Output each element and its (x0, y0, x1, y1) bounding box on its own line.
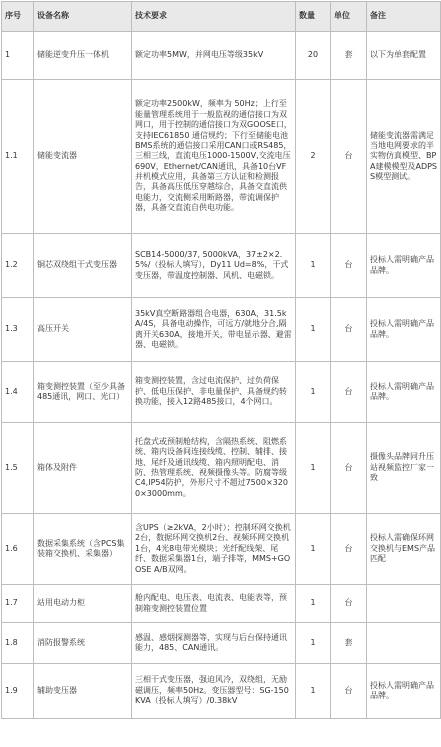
row-requirements: 额定功率2500kW，频率为 50Hz；上行至能量管理系统用于一般监视的通信接口为双网口，用于控制的通信接口为双GOOSE口，支持IEC61850 通信规约；下行至储能电池BMS系统的通信接口采用CAN口或RS485，三相三线，直流电压1000-1500V,交流电压690V，Ethernet/CAN通讯，具备10台VF并机模式应用，具备第三方认证和检测报告，具备高压低压穿越综合，具备交直流供电能力，交流侧采用断路器，带流调保护器，具备交直流自供电功能。 (132, 80, 296, 234)
row-remarks: 投标人需确保环网交换机与EMS产品匹配 (367, 514, 441, 585)
row-quantity: 1 (296, 585, 331, 623)
table-row (2, 362, 441, 423)
row-requirements: 35kV真空断路器组合电器，630A，31.5kA/4S，具备电动操作，可远方/就地分合,隔离开关630A，接地开关，带电显示器、避雷器、电磁锁。 (132, 298, 296, 362)
row-no: 1.5 (2, 423, 34, 514)
header-quantity: 数量 (296, 2, 331, 32)
row-name: 站用电动力柜 (34, 585, 132, 623)
row-name: 箱体及附件 (34, 423, 132, 514)
row-requirements: 舱内配电、电压表、电流表、电能表等，预制箱变测控装置位置 (132, 585, 296, 623)
row-remarks: 以下为单套配置 (367, 32, 441, 80)
row-no: 1.3 (2, 298, 34, 362)
row-unit: 套 (331, 623, 367, 664)
row-no: 1.9 (2, 664, 34, 719)
row-quantity: 1 (296, 664, 331, 719)
table-row (2, 423, 441, 514)
row-quantity: 1 (296, 623, 331, 664)
row-unit: 台 (331, 423, 367, 514)
row-no: 1.1 (2, 80, 34, 234)
row-name: 箱变测控装置（至少具备485通讯，网口、光口） (34, 362, 132, 423)
row-remarks: 储能变流器需满足当地电网要求的半实物仿真模型、BPA建模模型及ADPSS模型测试。 (367, 80, 441, 234)
table-row (2, 32, 441, 80)
row-unit: 台 (331, 80, 367, 234)
row-unit: 台 (331, 514, 367, 585)
header-requirements: 技术要求 (132, 2, 296, 32)
row-unit: 台 (331, 585, 367, 623)
row-quantity: 1 (296, 514, 331, 585)
table-row (2, 234, 441, 298)
row-no: 1.2 (2, 234, 34, 298)
row-requirements: 三相干式变压器，强迫风冷，双绕组，无励磁调压，频率50Hz。变压器型号：SG-150KVA（投标人填写）/0.38kV (132, 664, 296, 719)
row-quantity: 2 (296, 80, 331, 234)
row-remarks: 投标人需明确产品品牌。 (367, 664, 441, 719)
row-remarks (367, 585, 441, 623)
row-quantity: 1 (296, 234, 331, 298)
row-requirements: 箱变测控装置，含过电流保护、过负荷保护、低电压保护、非电量保护、具备规约转换功能，接入12路485接口，4个网口。 (132, 362, 296, 423)
row-no: 1.8 (2, 623, 34, 664)
row-no: 1.6 (2, 514, 34, 585)
row-name: 消防报警系统 (34, 623, 132, 664)
row-unit: 台 (331, 234, 367, 298)
row-name: 高压开关 (34, 298, 132, 362)
row-requirements: 额定功率5MW，并网电压等级35kV (132, 32, 296, 80)
table-header-row (2, 2, 441, 32)
row-remarks: 投标人需明确产品品牌。 (367, 298, 441, 362)
row-remarks (367, 623, 441, 664)
header-remarks: 备注 (367, 2, 441, 32)
row-unit: 台 (331, 362, 367, 423)
row-no: 1.7 (2, 585, 34, 623)
row-requirements: 托盘式或预制舱结构，含隔热系统、阻燃系统、箱内设备间连接线缆、控制、辅排、接地、尾纤及通讯线缆、箱内照明配电、消防、热管理系统、视频摄像头等。防腐等级C4,IP54防护，外形尺寸不超过7500×3200×3000mm。 (132, 423, 296, 514)
row-quantity: 1 (296, 362, 331, 423)
row-name: 储能逆变升压一体机 (34, 32, 132, 80)
row-requirements: 感温、感烟探测器等，实现与后台保持通讯能力，485、CAN通讯。 (132, 623, 296, 664)
table-row (2, 514, 441, 585)
row-name: 辅助变压器 (34, 664, 132, 719)
row-quantity: 1 (296, 423, 331, 514)
row-name: 铜芯双绕组干式变压器 (34, 234, 132, 298)
row-name: 储能变流器 (34, 80, 132, 234)
header-no: 序号 (2, 2, 34, 32)
row-requirements: 含UPS（≥2kVA，2小时）；控制环网交换机2台，数据环网交换机2台、视频环网交换机1台，4光8电带光模块；光纤配线架、尾纤、数据采集器1台，端子排等，MMS+GOOSE A/B双网。 (132, 514, 296, 585)
table-row (2, 80, 441, 234)
row-requirements: SCB14-5000/37, 5000kVA，37±2×2.5%/（投标人填写），Dy11 Ud=8%，干式变压器，带温度控制器、风机、电磁锁。 (132, 234, 296, 298)
row-remarks: 投标人需明确产品品牌。 (367, 234, 441, 298)
row-quantity: 20 (296, 32, 331, 80)
table-row (2, 623, 441, 664)
row-name: 数据采集系统（含PCS集装箱交换机、采集器） (34, 514, 132, 585)
row-unit: 套 (331, 32, 367, 80)
row-remarks: 投标人需明确产品品牌。 (367, 362, 441, 423)
equipment-spec-table (1, 1, 441, 719)
header-unit: 单位 (331, 2, 367, 32)
row-no: 1 (2, 32, 34, 80)
table-row (2, 664, 441, 719)
row-no: 1.4 (2, 362, 34, 423)
header-name: 设备名称 (34, 2, 132, 32)
row-unit: 台 (331, 298, 367, 362)
row-remarks: 摄像头品牌同升压站视频监控厂家一致 (367, 423, 441, 514)
table-row (2, 298, 441, 362)
row-quantity: 1 (296, 298, 331, 362)
table-row (2, 585, 441, 623)
row-unit: 台 (331, 664, 367, 719)
